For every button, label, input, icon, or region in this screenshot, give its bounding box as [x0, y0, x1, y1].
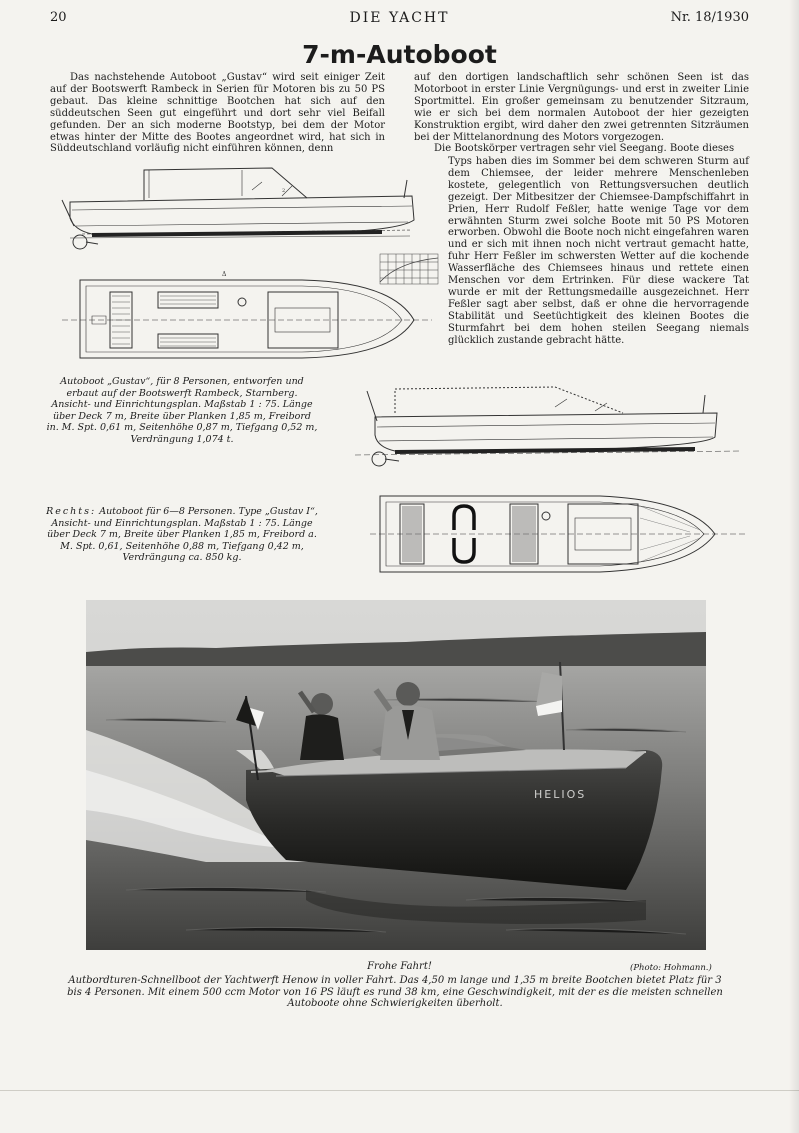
paragraph: Das nachstehende Autoboot „Gustav“ wird seit einiger Zeit auf der Bootswerft Rambeck in Serien für Motoren bis zu 50 PS gebaut. Das kleine schnittige Bootchen hat sich auf den süddeutschen Seen gut eingeführt und dort sehr viel Beifall gefunden. Der an sich moderne Bootstyp, bei dem der Motor etwas hinter der Mitte des Bootes angeordnet wird, hat sich in Süddeutschland vorläufig nicht einführen können, denn	[50, 72, 385, 155]
caption-text: Autoboot für 6—8 Personen. Type „Gustav I“, Ansicht- und Einrichtungsplan. Maßstab 1 : 75. Länge über Deck 7 m, Breite über Planken 1,85 m, Freibord a. M. Spt. 0,61, Seitenhöhe 0,88 m, Tiefgang 0,42 m, Verdrängung ca. 850 kg.	[47, 506, 318, 563]
article-title: 7-m-Autoboot	[302, 40, 497, 69]
left-column-text	[50, 72, 385, 155]
right-column-text-top	[414, 72, 749, 155]
paragraph: Typs haben dies im Sommer bei dem schweren Sturm auf dem Chiemsee, der leider mehrere Menschenleben kostete, gelegentlich von Rettungsversuchen deutlich gezeigt. Der Mitbesitzer der Chiemsee-Dampfschiffahrt in Prien, Herr Rudolf Feßler, hatte wenige Tage vor dem erwähnten Sturm zwei solche Boote mit 50 PS Motoren erworben. Obwohl die Boote noch nicht eingefahren waren und er sich mit ihnen noch nicht vertraut gemacht hatte, fuhr Herr Feßler im schwersten Wetter auf die kochende Wasserfläche des Chiemsees hinaus und rettete einen Menschen vor dem Ertrinken. Für diese wackere Tat wurde er mit der Rettungsmedaille ausgezeichnet. Herr Feßler sagt aber selbst, daß er ohne die hervorragende Stabilität und Seetüchtigkeit des kleinen Bootes die Sturmfahrt bei dem hohen steilen Seegang niemals glücklich zustande gebracht hätte.	[448, 156, 749, 346]
running-header	[50, 10, 749, 32]
right-column-text-bottom	[448, 156, 749, 347]
photo-caption: Autbordturen-Schnellboot der Yachtwerft Henow in voller Fahrt. Das 4,50 m lange und 1,35 m breite Bootchen bietet Platz für 3 bis 4 Personen. Mit einem 500 ccm Motor von 16 PS läuft es rund 38 km, eine Geschwindigkeit, mit der es die meisten schnellen Autoboote ohne Schwierigkeiten überholt.	[67, 975, 723, 1009]
caption-label: Rechts:	[46, 506, 97, 517]
hull-name: HELIOS	[534, 788, 587, 801]
gustav-i-caption	[46, 506, 318, 564]
gustav-caption: Autoboot „Gustav“, für 8 Personen, entworfen und erbaut auf der Bootswerft Rambeck, Starnberg. Ansicht- und Einrichtungsplan. Maßstab 1 : 75. Länge über Deck 7 m, Breite über Planken 1,85 m, Freibord in. M. Spt. 0,61 m, Seitenhöhe 0,87 m, Tiefgang 0,52 m, Verdrängung 1,074 t.	[46, 376, 318, 445]
gustav-side-elevation-drawing	[52, 160, 437, 260]
svg-text:Δ: Δ	[222, 271, 227, 278]
page-bottom-rule	[0, 1090, 799, 1091]
paragraph-start: Die Bootskörper vertragen sehr viel Seegang. Boote dieses	[434, 143, 735, 155]
photo-credit: (Photo: Hohmann.)	[630, 963, 712, 973]
issue-number: Nr. 18/1930	[670, 10, 749, 25]
photo-title: Frohe Fahrt!	[367, 961, 432, 972]
page-number: 20	[50, 10, 67, 25]
paragraph: auf den dortigen landschaftlich sehr schönen Seen ist das Motorboot in erster Linie Vergnügungs- und erst in zweiter Linie Sportmittel. Ein großer gemeinsam zu benutzender Sitzraum, wie er sich bei dem normalen Autoboot der hier gezeigten Konstruktion ergibt, wird daher den zwei getrennten Sitzräumen bei der Mittelanordnung des Motors vorgezogen.	[414, 72, 749, 143]
svg-text:2: 2	[282, 188, 286, 194]
gustav-i-side-elevation-drawing	[355, 385, 745, 473]
gustav-plan-drawing	[62, 268, 432, 368]
scale-grid-drawing	[378, 252, 440, 286]
boat-photo	[86, 600, 706, 950]
page-edge-shadow	[789, 0, 799, 1133]
magazine-name: DIE YACHT	[349, 10, 450, 26]
boat-photo-image	[86, 600, 706, 950]
gustav-i-plan-drawing	[370, 490, 745, 578]
